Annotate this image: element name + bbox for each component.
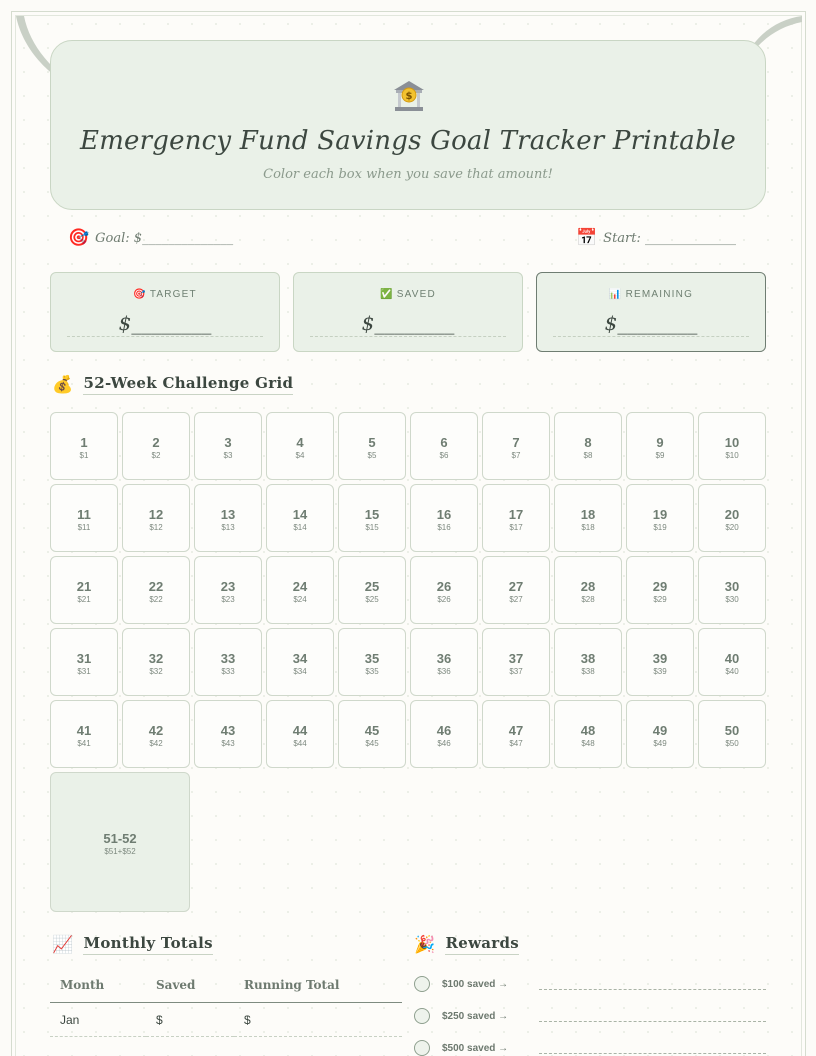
saved-cell[interactable]: $ [146,1003,234,1037]
stat-saved-value[interactable]: $________ [310,309,506,337]
reward-write-line[interactable] [539,989,766,990]
week-amount: $23 [221,595,235,604]
challenge-cell[interactable] [338,556,406,624]
week-amount: $33 [221,667,235,676]
challenge-cell[interactable] [338,412,406,480]
week-number: 15 [364,507,380,522]
week-amount: $48 [581,739,595,748]
week-number: 23 [220,579,236,594]
week-amount: $29 [653,595,667,604]
challenge-cell[interactable] [554,628,622,696]
challenge-cell[interactable] [698,556,766,624]
week-amount: $44 [293,739,307,748]
week-number: 44 [292,723,308,738]
stat-remaining-value[interactable]: $________ [553,309,749,337]
week-number: 4 [296,435,304,450]
challenge-cell[interactable] [266,628,334,696]
week-number: 36 [436,651,452,666]
challenge-cell[interactable] [698,484,766,552]
week-amount: $34 [293,667,307,676]
stat-label-text: SAVED [396,289,436,300]
challenge-cell[interactable] [626,484,694,552]
week-number: 2 [152,435,160,450]
reward-item[interactable] [414,975,526,993]
week-amount: $2 [151,451,161,460]
reward-checkbox[interactable] [414,976,430,992]
challenge-cell[interactable] [122,628,190,696]
week-amount: $24 [293,595,307,604]
challenge-cell[interactable] [410,700,478,768]
week-amount: $46 [437,739,451,748]
bar-chart-icon: 📊 [608,289,623,300]
week-amount: $3 [223,451,233,460]
week-number: 40 [724,651,740,666]
week-number: 38 [580,651,596,666]
challenge-cell[interactable] [698,412,766,480]
week-number: 22 [148,579,164,594]
week-amount: $5 [367,451,377,460]
reward-item[interactable] [414,1039,526,1056]
week-amount: $37 [509,667,523,676]
reward-write-line[interactable] [539,1021,766,1022]
challenge-cell[interactable] [554,412,622,480]
week-amount: $26 [437,595,451,604]
week-amount: $40 [725,667,739,676]
week-number: 50 [724,723,740,738]
month-cell: Jan [50,1003,146,1037]
week-number: 6 [440,435,448,450]
challenge-cell[interactable] [626,556,694,624]
challenge-cell[interactable] [122,556,190,624]
week-amount: $43 [221,739,235,748]
stat-label-text: TARGET [149,289,197,300]
week-number: 8 [584,435,592,450]
week-number: 20 [724,507,740,522]
week-number: 17 [508,507,524,522]
target-icon: 🎯 [133,289,147,300]
challenge-cell[interactable] [194,412,262,480]
week-amount: $32 [149,667,163,676]
week-number: 24 [292,579,308,594]
week-number: 37 [508,651,524,666]
week-number: 34 [292,651,308,666]
column-header-saved: Saved [146,974,234,1003]
week-number: 31 [76,651,92,666]
running-total-cell[interactable] [234,1037,402,1056]
table-row [50,1003,402,1037]
week-amount: $10 [725,451,739,460]
challenge-cell[interactable] [338,484,406,552]
challenge-cell[interactable] [122,484,190,552]
week-amount: $41 [77,739,91,748]
challenge-cell[interactable] [50,412,118,480]
column-header-running-total: Running Total [234,974,402,1003]
challenge-cell-final[interactable] [50,772,190,912]
monthly-heading [52,934,213,955]
week-number: 51-52 [103,831,137,846]
challenge-cell[interactable] [338,628,406,696]
challenge-cell[interactable] [554,556,622,624]
stat-label-text: REMAINING [625,289,694,300]
week-number: 43 [220,723,236,738]
challenge-cell[interactable] [698,628,766,696]
page-title: Emergency Fund Savings Goal Tracker Printable [80,126,736,156]
week-amount: $6 [439,451,449,460]
week-number: 27 [508,579,524,594]
table-header-row [50,974,402,1003]
stat-remaining [536,272,766,352]
challenge-cell[interactable] [194,628,262,696]
reward-checkbox[interactable] [414,1040,430,1056]
week-amount: $18 [581,523,595,532]
week-number: 18 [580,507,596,522]
reward-checkbox[interactable] [414,1008,430,1024]
week-amount: $20 [725,523,739,532]
week-amount: $31 [77,667,91,676]
week-number: 19 [652,507,668,522]
challenge-cell[interactable] [194,556,262,624]
challenge-cell[interactable] [266,700,334,768]
monthly-totals-table [50,974,402,1056]
challenge-cell[interactable] [266,412,334,480]
week-number: 1 [80,435,88,450]
week-number: 21 [76,579,92,594]
week-number: 9 [656,435,664,450]
week-number: 29 [652,579,668,594]
stat-remaining-label [537,289,765,300]
week-number: 7 [512,435,520,450]
week-amount: $1 [79,451,89,460]
calendar-icon: 📅 [576,228,598,248]
week-amount: $17 [509,523,523,532]
week-amount: $49 [653,739,667,748]
week-number: 25 [364,579,380,594]
week-number: 49 [652,723,668,738]
challenge-heading-text: 52-Week Challenge Grid [83,374,293,395]
challenge-cell[interactable] [482,412,550,480]
start-field[interactable] [576,226,736,250]
week-amount: $28 [581,595,595,604]
week-number: 11 [77,507,91,522]
chart-up-icon: 📈 [52,934,74,955]
stat-target-label [51,289,279,300]
challenge-cell[interactable] [626,700,694,768]
week-amount: $39 [653,667,667,676]
week-amount: $12 [149,523,163,532]
reward-label: $100 saved → [442,978,509,990]
challenge-cell[interactable] [410,556,478,624]
challenge-cell[interactable] [410,412,478,480]
week-amount: $15 [365,523,379,532]
challenge-cell[interactable] [50,484,118,552]
challenge-cell[interactable] [410,484,478,552]
week-amount: $51+$52 [104,847,136,856]
stat-target-value[interactable]: $________ [67,309,263,337]
checkmark-icon: ✅ [380,289,394,300]
challenge-cell[interactable] [50,556,118,624]
week-number: 14 [292,507,308,522]
week-number: 41 [76,723,92,738]
goal-label: Goal: $______________ [95,230,234,246]
week-number: 10 [724,435,740,450]
week-amount: $4 [295,451,305,460]
challenge-cell[interactable] [626,412,694,480]
start-label: Start: ______________ [603,230,737,246]
challenge-cell[interactable] [122,700,190,768]
bank-icon [392,79,426,113]
header-card [50,40,766,210]
week-number: 33 [220,651,236,666]
challenge-cell[interactable] [50,628,118,696]
challenge-cell[interactable] [698,700,766,768]
week-number: 5 [368,435,376,450]
week-amount: $47 [509,739,523,748]
running-total-cell[interactable]: $ [234,1003,402,1037]
challenge-cell[interactable] [194,484,262,552]
stat-saved [293,272,523,352]
week-amount: $22 [149,595,163,604]
challenge-cell[interactable] [626,628,694,696]
rewards-heading [414,934,519,955]
monthly-heading-text: Monthly Totals [83,934,212,955]
party-popper-icon: 🎉 [414,934,436,955]
challenge-cell[interactable] [194,700,262,768]
reward-write-line[interactable] [539,1053,766,1054]
challenge-cell[interactable] [554,484,622,552]
week-amount: $27 [509,595,523,604]
week-number: 46 [436,723,452,738]
svg-text:$: $ [405,91,413,102]
stat-target [50,272,280,352]
week-amount: $35 [365,667,379,676]
page-subtitle: Color each box when you save that amount! [263,167,553,182]
week-amount: $42 [149,739,163,748]
week-amount: $8 [583,451,593,460]
challenge-cell[interactable] [482,700,550,768]
week-amount: $38 [581,667,595,676]
challenge-cell[interactable] [338,700,406,768]
week-amount: $36 [437,667,451,676]
money-bag-icon: 💰 [52,374,74,395]
week-amount: $19 [653,523,667,532]
week-number: 3 [224,435,232,450]
saved-cell[interactable] [146,1037,234,1056]
week-number: 32 [148,651,164,666]
week-amount: $16 [437,523,451,532]
week-amount: $21 [77,595,91,604]
challenge-cell[interactable] [50,700,118,768]
week-amount: $11 [77,523,91,532]
week-number: 26 [436,579,452,594]
week-number: 39 [652,651,668,666]
table-row [50,1037,402,1056]
column-header-month: Month [50,974,146,1003]
week-number: 12 [148,507,164,522]
month-cell [50,1037,146,1056]
week-amount: $13 [221,523,235,532]
challenge-cell[interactable] [482,628,550,696]
target-icon: 🎯 [68,228,90,248]
week-amount: $45 [365,739,379,748]
week-number: 16 [436,507,452,522]
challenge-cell[interactable] [266,556,334,624]
week-amount: $50 [725,739,739,748]
reward-label: $250 saved → [442,1010,509,1022]
week-amount: $9 [655,451,665,460]
reward-item[interactable] [414,1007,526,1025]
week-number: 47 [508,723,524,738]
week-number: 13 [220,507,236,522]
week-number: 48 [580,723,596,738]
challenge-cell[interactable] [482,556,550,624]
challenge-heading [52,374,293,395]
week-number: 45 [364,723,380,738]
week-number: 28 [580,579,596,594]
week-amount: $14 [293,523,307,532]
goal-field[interactable] [68,226,233,250]
reward-label: $500 saved → [442,1042,509,1054]
rewards-heading-text: Rewards [445,934,519,955]
week-number: 35 [364,651,380,666]
week-number: 42 [148,723,164,738]
challenge-cell[interactable] [482,484,550,552]
challenge-cell[interactable] [410,628,478,696]
week-number: 30 [724,579,740,594]
challenge-cell[interactable] [122,412,190,480]
challenge-cell[interactable] [554,700,622,768]
week-amount: $30 [725,595,739,604]
week-amount: $25 [365,595,379,604]
stat-saved-label [294,289,522,300]
challenge-cell[interactable] [266,484,334,552]
week-amount: $7 [511,451,521,460]
